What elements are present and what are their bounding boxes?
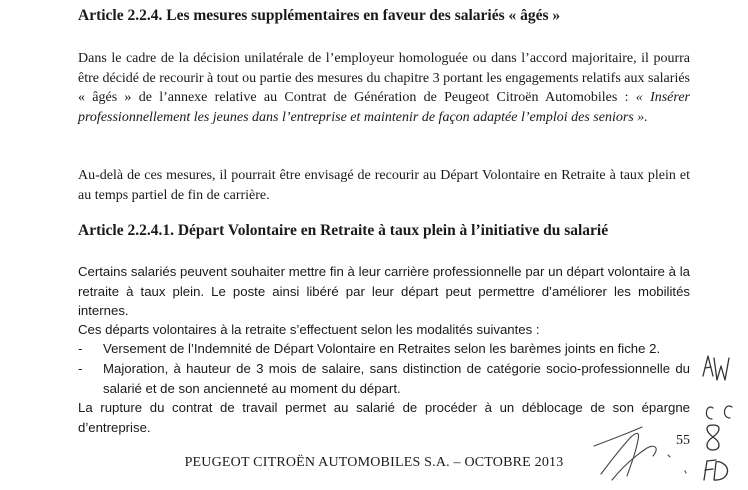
list-item-text: Majoration, à hauteur de 3 mois de salaire, sans distinction de catégorie socio-professionnelle du salarié et de son ancienneté au moment du départ. [103,361,690,396]
bullet-marker: - [78,341,83,356]
article-2-2-4-paragraph-2: Au-delà de ces mesures, il pourrait être envisagé de recourir au Départ Volontaire en Retraite à taux plein et au temps partiel de fin de carrière. [78,168,690,203]
article-2-2-4-1-heading: Article 2.2.4.1. Départ Volontaire en Retraite à taux plein à l’initiative du salarié [78,222,609,239]
paragraph-1-text: Dans le cadre de la décision unilatérale de l’employeur homologuée ou dans l’accord majoritaire, il pourra être décidé de recourir à tout ou partie des mesures du chapitre 3 portant les engagements relatifs aux salariés « âgés » de l’annexe relative au Contrat de Génération de Peugeot Citroën Automobiles : [78,51,690,105]
article-2-2-4-paragraph-1 [78,49,690,127]
list-item [78,339,690,359]
paragraph-1-italic-quote: « Insérer professionnellement les jeunes dans l’entreprise et maintenir de façon adaptée l’emploi des seniors ». [78,90,690,125]
initials-cc-drawing [706,406,732,419]
modalities-intro: Ces départs volontaires à la retraite s’effectuent selon les modalités suivantes : [78,322,540,337]
page-number: 55 [676,433,690,448]
initials-aw-drawing [703,356,729,380]
initials-8-drawing [707,425,719,450]
bullet-marker: - [78,361,83,376]
list-item-text: Versement de l’Indemnité de Départ Volontaire en Retraites selon les barèmes joints en fiche 2. [103,341,661,356]
article-2-2-4-1-paragraph-1: Certains salariés peuvent souhaiter mettre fin à leur carrière professionnelle par un départ volontaire à la retraite à taux plein. Le poste ainsi libéré par leur départ peut permettre d’améliorer les mobilités internes. [78,264,690,318]
article-2-2-4-heading: Article 2.2.4. Les mesures supplémentaires en faveur des salariés « âgés » [78,7,561,24]
closing-paragraph: La rupture du contrat de travail permet au salarié de procéder à un déblocage de son épargne d’entreprise. [78,400,690,435]
list-item [78,359,690,398]
page-footer: PEUGEOT CITROËN AUTOMOBILES S.A. – OCTOBRE 2013 [184,455,564,470]
